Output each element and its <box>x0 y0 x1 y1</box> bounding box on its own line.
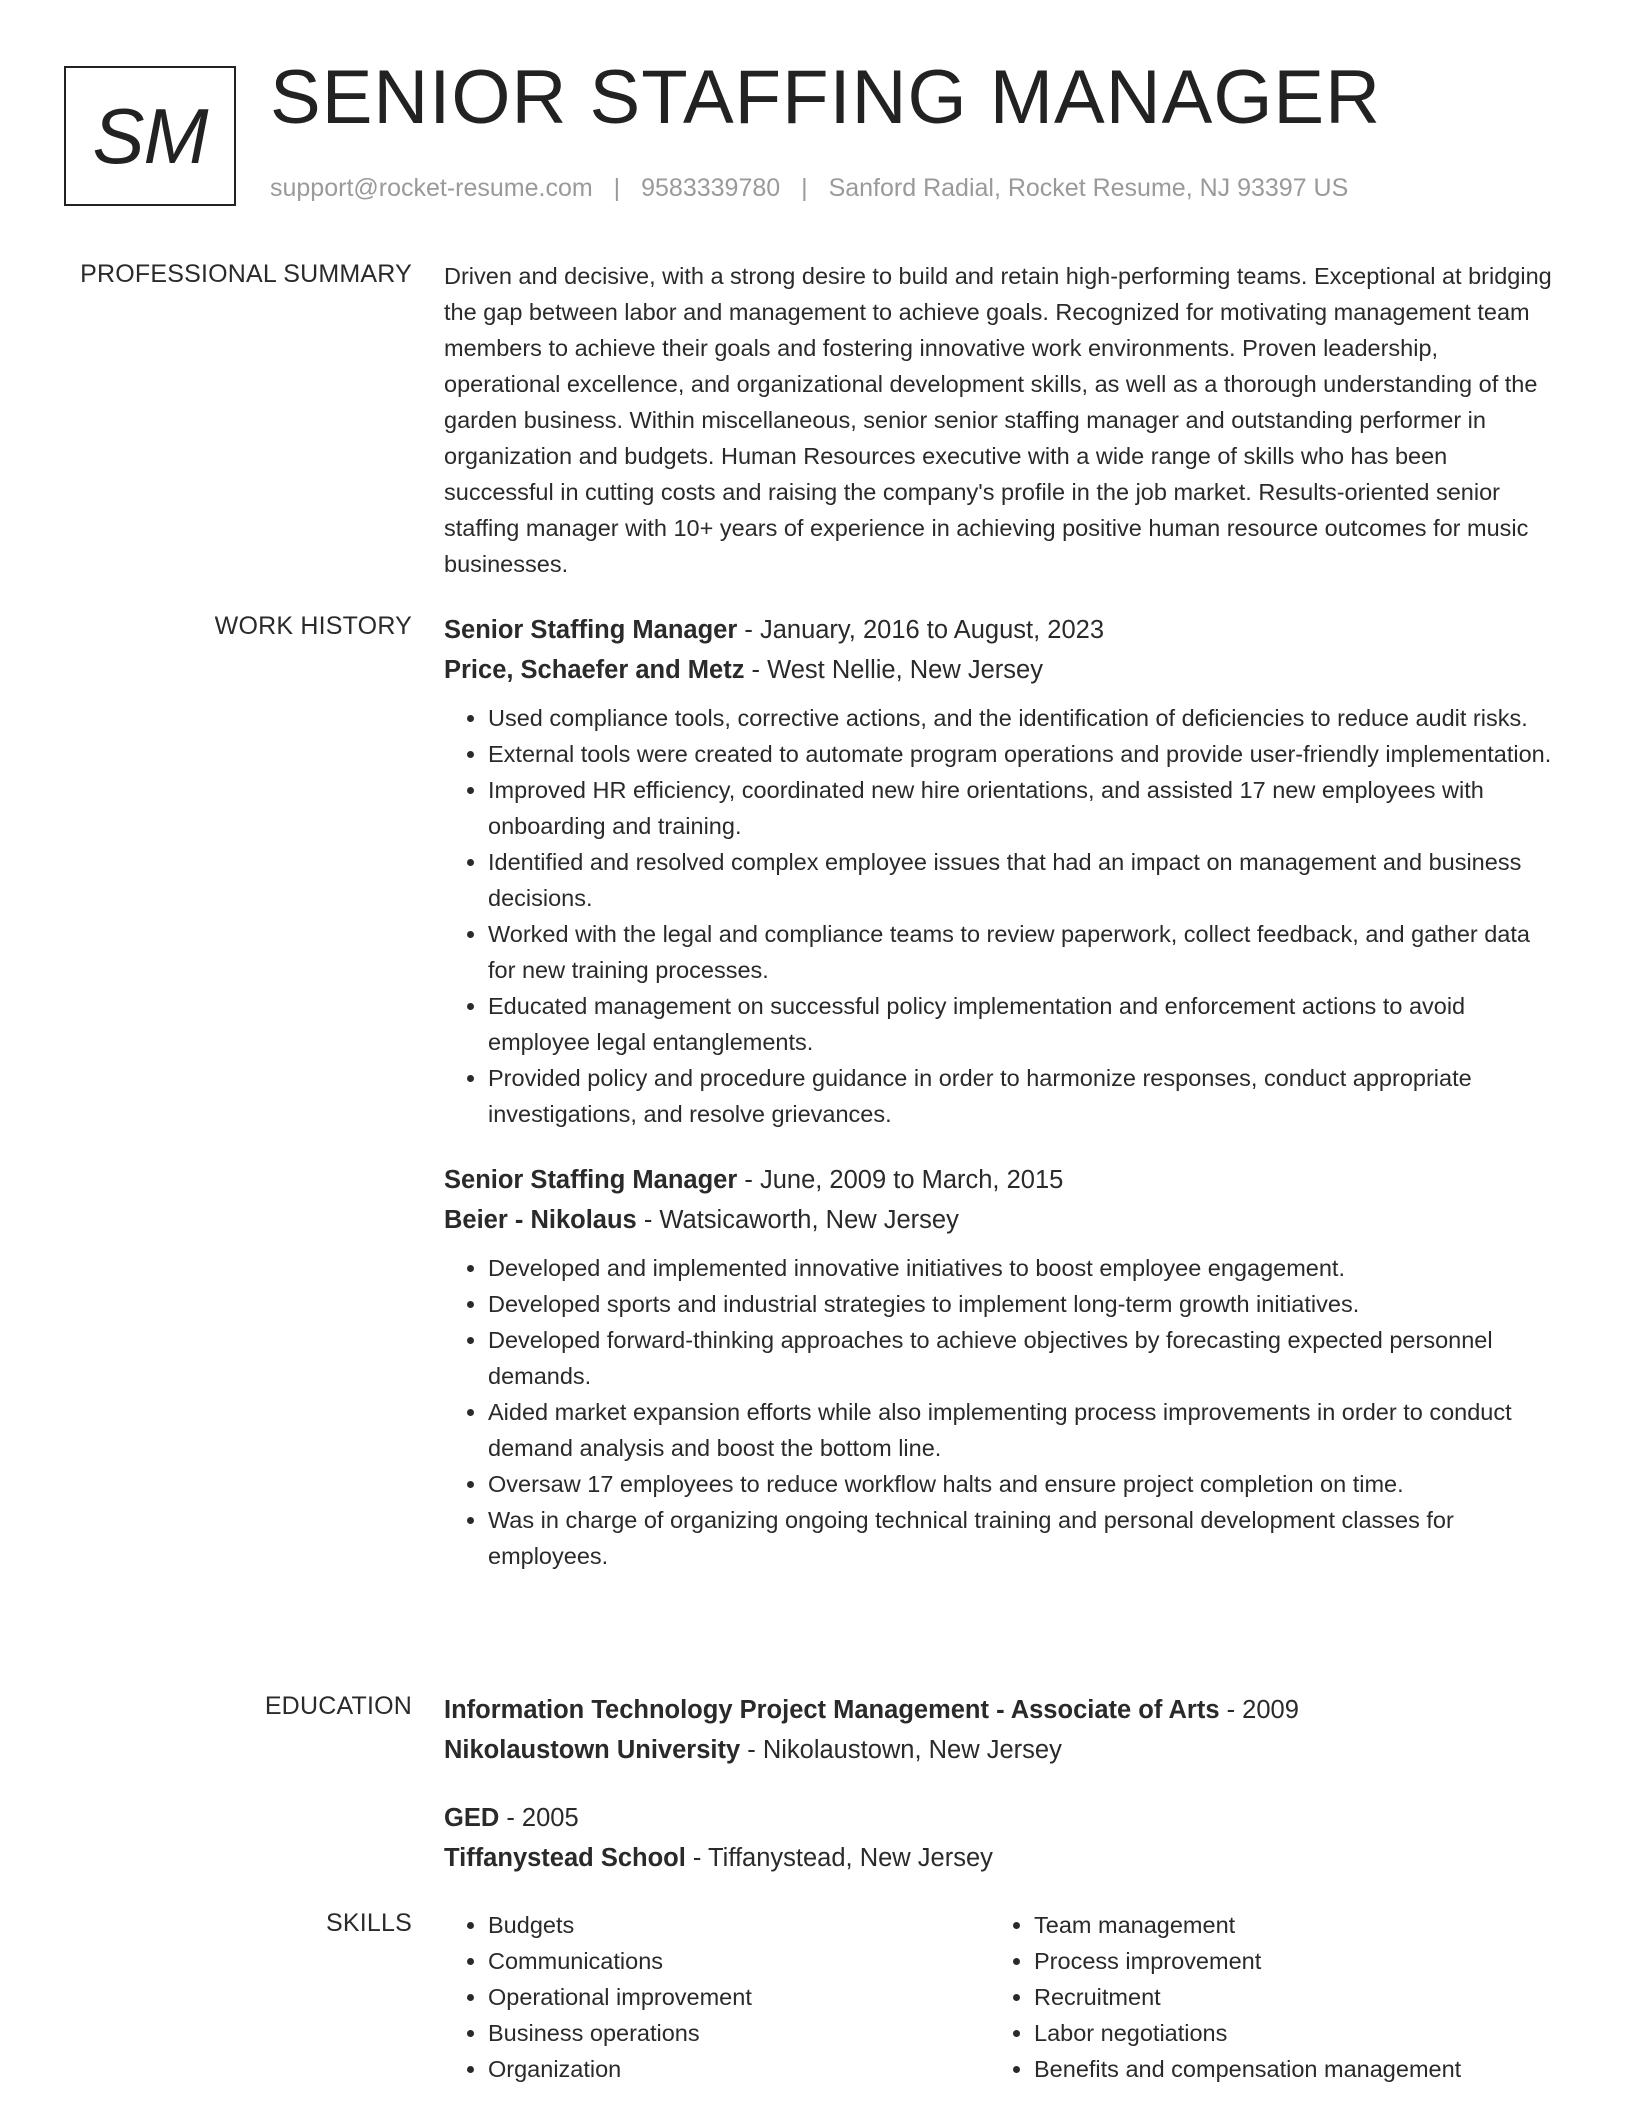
education-school-line <box>444 1730 1554 1770</box>
education-degree-line <box>444 1690 1554 1730</box>
contact-line <box>270 174 1348 203</box>
education-degree: Information Technology Project Management - Associate of Arts <box>444 1696 1220 1724</box>
job-company-line <box>444 1200 1554 1240</box>
job-entry <box>444 610 1554 1132</box>
skill-item: • Process improvement <box>1034 1943 1536 1979</box>
section-label-education: EDUCATION <box>264 1692 412 1720</box>
education-year: - 2009 <box>1219 1696 1299 1724</box>
skill-item: • Recruitment <box>1034 1979 1536 2015</box>
skill-item: • Organization <box>488 2051 990 2087</box>
section-label-work: WORK HISTORY <box>214 612 412 640</box>
skills-list <box>444 1907 990 2087</box>
resume-title: SENIOR STAFFING MANAGER <box>270 55 1382 140</box>
job-bullets <box>444 1250 1554 1574</box>
job-company-line <box>444 650 1554 690</box>
job-title: Senior Staffing Manager <box>444 616 738 644</box>
education-location: - Tiffanystead, New Jersey <box>685 1844 993 1872</box>
education-school: Tiffanystead School <box>444 1844 686 1872</box>
skill-item: • Benefits and compensation management <box>1034 2051 1536 2087</box>
education-year: - 2005 <box>499 1804 579 1832</box>
education-degree: GED <box>444 1804 500 1832</box>
contact-separator: | <box>801 174 808 202</box>
job-bullet: • Developed sports and industrial strategies to implement long-term growth initiatives. <box>488 1286 1554 1322</box>
job-bullet: • Improved HR efficiency, coordinated new hire orientations, and assisted 17 new employees with onboarding and training. <box>488 772 1554 844</box>
job-bullets <box>444 700 1554 1132</box>
job-entry <box>444 1160 1554 1574</box>
job-bullet: • External tools were created to automate program operations and provide user-friendly implementation. <box>488 736 1554 772</box>
skill-item: • Labor negotiations <box>1034 2015 1536 2051</box>
skill-item: • Budgets <box>488 1907 990 1943</box>
education-location: - Nikolaustown, New Jersey <box>740 1736 1062 1764</box>
job-title-line <box>444 1160 1554 1200</box>
skills-list <box>990 1907 1536 2087</box>
section-label-summary: PROFESSIONAL SUMMARY <box>80 260 412 288</box>
job-title-line <box>444 610 1554 650</box>
education-entry <box>444 1690 1554 1770</box>
skill-item: • Operational improvement <box>488 1979 990 2015</box>
contact-phone[interactable]: 9583339780 <box>641 174 781 202</box>
contact-email[interactable]: support@rocket-resume.com <box>270 174 593 202</box>
skills-columns <box>444 1907 1554 2087</box>
job-location: - West Nellie, New Jersey <box>744 656 1043 684</box>
job-bullet: • Developed forward-thinking approaches to achieve objectives by forecasting expected personnel demands. <box>488 1322 1554 1394</box>
education-school-line <box>444 1838 1554 1878</box>
job-bullet: • Aided market expansion efforts while also implementing process improvements in order to conduct demand analysis and boost the bottom line. <box>488 1394 1554 1466</box>
skills-body <box>444 1907 1554 2087</box>
education-entry <box>444 1798 1554 1878</box>
job-dates: - June, 2009 to March, 2015 <box>737 1166 1064 1194</box>
job-company: Beier - Nikolaus <box>444 1206 637 1234</box>
summary-body <box>444 258 1554 582</box>
skills-column-left <box>444 1907 990 2087</box>
education-school: Nikolaustown University <box>444 1736 741 1764</box>
work-history-body <box>444 610 1554 1602</box>
job-bullet: • Identified and resolved complex employee issues that had an impact on management and business decisions. <box>488 844 1554 916</box>
contact-address: Sanford Radial, Rocket Resume, NJ 93397 US <box>828 174 1349 202</box>
job-bullet: • Oversaw 17 employees to reduce workflow halts and ensure project completion on time. <box>488 1466 1554 1502</box>
section-label-skills: SKILLS <box>326 1909 412 1937</box>
skill-item: • Business operations <box>488 2015 990 2051</box>
job-bullet: • Was in charge of organizing ongoing technical training and personal development classes for employees. <box>488 1502 1554 1574</box>
job-bullet: • Developed and implemented innovative initiatives to boost employee engagement. <box>488 1250 1554 1286</box>
job-bullet: • Provided policy and procedure guidance in order to harmonize responses, conduct appropriate investigations, and resolve grievances. <box>488 1060 1554 1132</box>
education-body <box>444 1690 1554 1906</box>
job-location: - Watsicaworth, New Jersey <box>636 1206 959 1234</box>
skills-column-right <box>990 1907 1536 2087</box>
skill-item: • Communications <box>488 1943 990 1979</box>
job-bullet: • Worked with the legal and compliance teams to review paperwork, collect feedback, and gather data for new training processes. <box>488 916 1554 988</box>
job-title: Senior Staffing Manager <box>444 1166 738 1194</box>
contact-separator: | <box>613 174 621 202</box>
job-company: Price, Schaefer and Metz <box>444 656 745 684</box>
skill-item: • Team management <box>1034 1907 1536 1943</box>
education-degree-line <box>444 1798 1554 1838</box>
monogram-logo: SM <box>64 66 236 206</box>
job-bullet: • Used compliance tools, corrective actions, and the identification of deficiencies to reduce audit risks. <box>488 700 1554 736</box>
job-dates: - January, 2016 to August, 2023 <box>737 616 1104 644</box>
summary-text: Driven and decisive, with a strong desire to build and retain high-performing teams. Exceptional at bridging the gap between labor and management to achieve goals. Recognized for motivating management team members to achieve their goals and fostering innovative work environments. Proven leadership, operational excellence, and organizational development skills, as well as a thorough understanding of the garden business. Within miscellaneous, senior senior staffing manager and outstanding performer in organization and budgets. Human Resources executive with a wide range of skills who has been successful in cutting costs and raising the company's profile in the job market. Results-oriented senior staffing manager with 10+ years of experience in achieving positive human resource outcomes for music businesses. <box>444 263 1552 577</box>
job-bullet: • Educated management on successful policy implementation and enforcement actions to avoid employee legal entanglements. <box>488 988 1554 1060</box>
